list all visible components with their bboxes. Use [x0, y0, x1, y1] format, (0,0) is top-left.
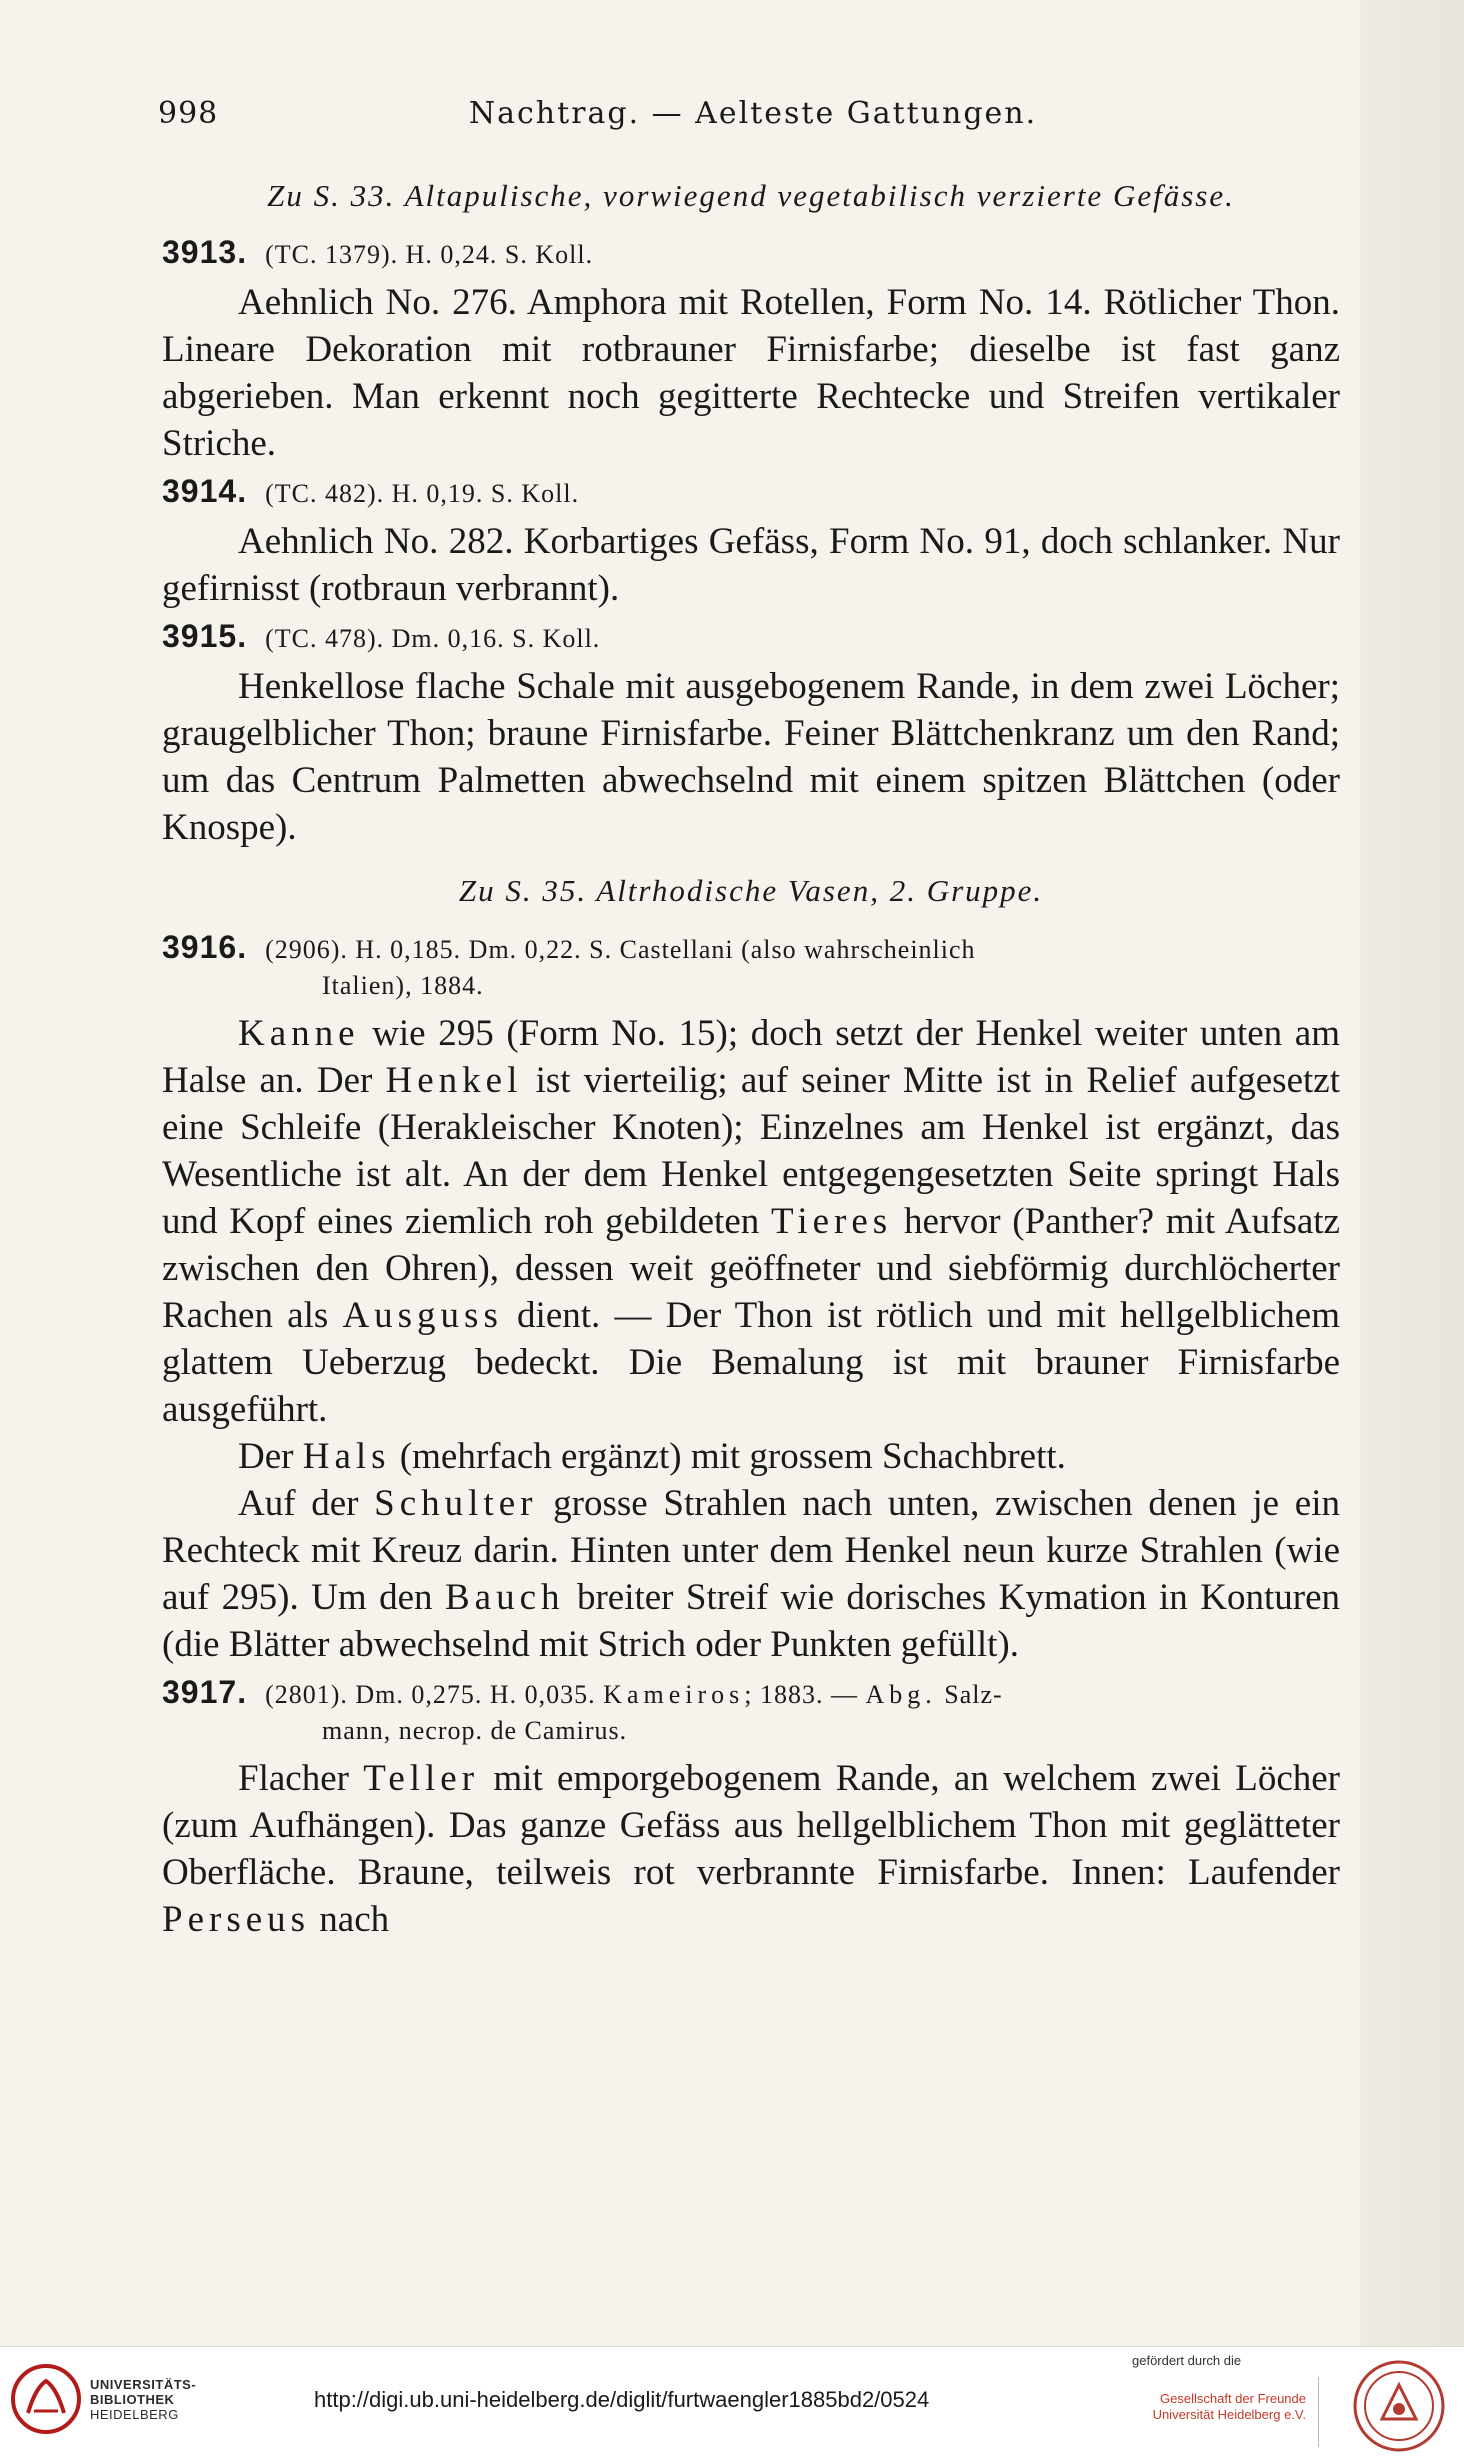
entry-text-3913: Aehnlich No. 276. Amphora mit Rotellen, Form No. 14. Rötlicher Thon. Lineare Dekoration mit rotbrauner Firnisfarbe; dieselbe ist fast ganz abgerieben. Man erkennt noch gegitterte Rechtecke und Streifen vertikaler Striche. — [162, 282, 1340, 464]
society-name-line: Gesellschaft der Freunde — [1160, 2391, 1306, 2406]
text-run: Auf der — [238, 1483, 375, 1524]
entry-text-3916-description — [162, 1010, 1340, 1433]
entry-text-3915: Henkellose flache Schale mit ausgebogenem Rande, in dem zwei Löcher; graugelblicher Thon; braune Firnisfarbe. Feiner Blättchenkranz um den Rand; um das Centrum Palmetten abwechselnd mit einem spitzen Blättchen (oder Knospe). — [162, 666, 1340, 848]
text-run: Flacher — [238, 1758, 364, 1799]
library-name — [90, 2377, 196, 2422]
spaced-term: Kanne — [238, 1013, 360, 1054]
university-seal-icon — [1352, 2359, 1446, 2453]
spaced-term: Ausguss — [342, 1295, 503, 1336]
entry-header-3917 — [162, 1674, 1340, 1749]
spaced-term: Abg. — [865, 1680, 937, 1709]
spaced-term: Teller — [363, 1758, 480, 1799]
entry-header-3914 — [162, 473, 1340, 512]
text-run: nach — [310, 1899, 390, 1940]
text-run: mit emporgebogenem Rande, an welchem zwei Löcher (zum Aufhängen). Das ganze Gefäss aus hellgelblichem Thon mit geglätteter Oberfläche. Braune, teilweis rot verbrannte Firnisfarbe. Innen: Laufender — [162, 1758, 1340, 1893]
spaced-term: Perseus — [162, 1899, 311, 1940]
entry-meta: (TC. 1379). H. 0,24. S. Koll. — [265, 240, 594, 269]
entry-header-3915 — [162, 618, 1340, 657]
library-name-line: BIBLIOTHEK — [90, 2392, 175, 2407]
text-run: (2801). Dm. 0,275. H. 0,035. — [265, 1680, 604, 1709]
text-run: wie 295 (Form No. 15); doch setzt der Henkel weiter unten am Halse an. Der — [162, 1013, 1340, 1101]
entry-text-3916-hals — [162, 1433, 1340, 1480]
library-name-line: HEIDELBERG — [90, 2407, 179, 2422]
entry-meta: (TC. 478). Dm. 0,16. S. Koll. — [265, 624, 601, 653]
spaced-term: Bauch — [444, 1577, 565, 1618]
paper-edge — [1360, 0, 1464, 2346]
entry-meta-continued: mann, necrop. de Camirus. — [322, 1716, 628, 1745]
text-run: Salz- — [936, 1680, 1003, 1709]
entry-meta: (TC. 482). H. 0,19. S. Koll. — [265, 479, 580, 508]
entry-number: 3916. — [162, 929, 248, 965]
text-run: grosse Strahlen nach unten, zwischen denen je ein Rechteck mit Kreuz darin. Hinten unter dem Henkel neun kurze Strahlen (wie auf 295). Um den — [162, 1483, 1340, 1618]
text-run: ist vierteilig; auf seiner Mitte ist in Relief aufgesetzt eine Schleife (Herakleischer Knoten); Einzelnes am Henkel ist ergänzt, das Wesentliche ist alt. An der dem Henkel entgegengesetzten Seite springt Hals und Kopf eines ziemlich roh gebildeten — [162, 1060, 1340, 1242]
text-run: hervor (Panther? mit Aufsatz zwischen den Ohren), dessen weit geöffneter und siebförmig durchlöcherter Rachen als — [162, 1201, 1340, 1336]
spaced-term: Kameiros — [603, 1680, 745, 1709]
society-name — [1134, 2391, 1306, 2423]
entry-text-3917 — [162, 1755, 1340, 1943]
entry-number: 3915. — [162, 618, 248, 654]
text-run: dient. — Der Thon ist rötlich und mit hellgelblichem glattem Ueberzug bedeckt. Die Bemalung ist mit brauner Firnisfarbe ausgeführt. — [162, 1295, 1340, 1430]
section-heading-altrhodische: Zu S. 35. Altrhodische Vasen, 2. Gruppe. — [458, 873, 1044, 908]
digitization-footer — [0, 2346, 1464, 2457]
funded-by-label: gefördert durch die — [1132, 2353, 1242, 2368]
entry-meta: (2906). H. 0,185. Dm. 0,22. S. Castellani (also wahrscheinlich — [265, 935, 976, 964]
entry-text-3914: Aehnlich No. 282. Korbartiges Gefäss, Form No. 91, doch schlanker. Nur gefirnisst (rotbraun verbrannt). — [162, 521, 1340, 609]
text-run: breiter Streif wie dorisches Kymation in Konturen (die Blätter abwechselnd mit Strich oder Punkten gefüllt). — [162, 1577, 1340, 1665]
spaced-term: Henkel — [385, 1060, 523, 1101]
section-heading-altapulische: Zu S. 33. Altapulische, vorwiegend vegetabilisch verzierte Gefässe. — [267, 178, 1235, 213]
text-run: ; 1883. — — [744, 1680, 866, 1709]
library-name-line: UNIVERSITÄTS- — [90, 2377, 197, 2392]
page-number: 998 — [158, 96, 219, 131]
spaced-term: Schulter — [374, 1483, 538, 1524]
entry-meta — [265, 1680, 1003, 1709]
entry-text-3916-schulter — [162, 1480, 1340, 1668]
university-library-logo-icon — [10, 2363, 82, 2435]
entry-number: 3914. — [162, 473, 248, 509]
text-run: Der — [238, 1436, 303, 1477]
text-run: (mehrfach ergänzt) mit grossem Schachbrett. — [390, 1436, 1066, 1477]
footer-divider — [1318, 2377, 1319, 2447]
entry-meta-continued: Italien), 1884. — [322, 971, 484, 1000]
entry-number: 3913. — [162, 234, 248, 270]
society-name-line: Universität Heidelberg e.V. — [1152, 2407, 1306, 2422]
entry-header-3916 — [162, 929, 1340, 1004]
spaced-term: Hals — [302, 1436, 391, 1477]
permalink-url[interactable]: http://digi.ub.uni-heidelberg.de/diglit/furtwaengler1885bd2/0524 — [314, 2387, 930, 2412]
entry-header-3913 — [162, 234, 1340, 273]
running-title: Nachtrag. — Aelteste Gattungen. — [468, 96, 1038, 131]
spaced-term: Tieres — [771, 1201, 893, 1242]
running-header — [158, 96, 1348, 146]
page-body — [162, 176, 1340, 1943]
entry-number: 3917. — [162, 1674, 248, 1710]
